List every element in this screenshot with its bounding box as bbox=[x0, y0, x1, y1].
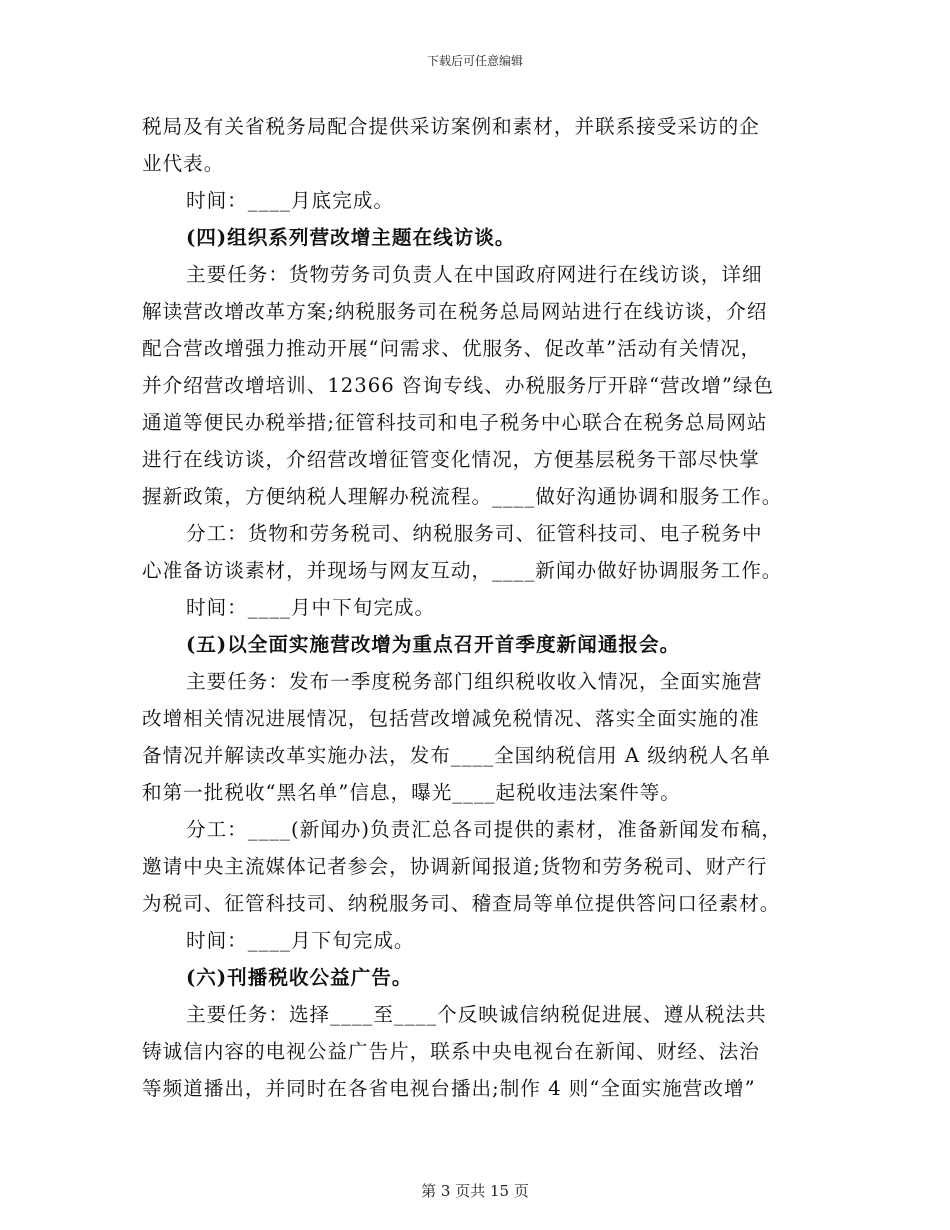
section-heading-6: (六)刊播税收公益广告。 bbox=[186, 966, 413, 989]
paragraph-line: 改增相关情况进展情况，包括营改增减免税情况、落实全面实施的准 bbox=[142, 707, 760, 730]
page-footer: 第 3 页共 15 页 bbox=[421, 1182, 529, 1200]
time-line: 时间：____月底完成。 bbox=[186, 189, 394, 212]
page-header: 下载后可任意编辑 bbox=[426, 54, 523, 68]
paragraph-line: 业代表。 bbox=[142, 152, 225, 175]
paragraph-line: 心准备访谈素材，并现场与网友互动，____新闻办做好协调服务工作。 bbox=[142, 559, 783, 582]
time-line: 时间：____月中下旬完成。 bbox=[186, 596, 436, 619]
paragraph-line: 和第一批税收“黑名单”信息，曝光____起税收违法案件等。 bbox=[142, 781, 681, 804]
paragraph-line: 备情况并解读改革实施办法，发布____全国纳税信用 A 级纳税人名单 bbox=[142, 744, 771, 767]
paragraph-line: 等频道播出，并同时在各省电视台播出;制作 4 则“全面实施营改增” bbox=[142, 1077, 756, 1100]
paragraph-line: 并介绍营改增培训、12366 咨询专线、办税服务厅开辟“营改增”绿色 bbox=[142, 374, 775, 397]
paragraph-line: 铸诚信内容的电视公益广告片，联系中央电视台在新闻、财经、法治 bbox=[142, 1040, 760, 1063]
paragraph-line: 通道等便民办税举措;征管科技司和电子税务中心联合在税务总局网站 bbox=[142, 411, 768, 434]
section-heading-4: (四)组织系列营改增主题在线访谈。 bbox=[186, 226, 516, 249]
paragraph-line: 主要任务：发布一季度税务部门组织税收收入情况，全面实施营 bbox=[186, 670, 763, 693]
paragraph-line: 为税司、征管科技司、纳税服务司、稽查局等单位提供答问口径素材。 bbox=[142, 892, 781, 915]
paragraph-line: 税局及有关省税务局配合提供采访案例和素材，并联系接受采访的企 bbox=[142, 115, 760, 138]
time-line: 时间：____月下旬完成。 bbox=[186, 929, 415, 952]
paragraph-line: 分工：货物和劳务税司、纳税服务司、征管科技司、电子税务中 bbox=[186, 522, 763, 545]
section-heading-5: (五)以全面实施营改增为重点召开首季度新闻通报会。 bbox=[186, 633, 681, 656]
paragraph-line: 邀请中央主流媒体记者参会，协调新闻报道;货物和劳务税司、财产行 bbox=[142, 855, 768, 878]
paragraph-line: 主要任务：货物劳务司负责人在中国政府网进行在线访谈，详细 bbox=[186, 263, 763, 286]
paragraph-line: 分工：____(新闻办)负责汇总各司提供的素材，准备新闻发布稿， bbox=[186, 818, 782, 841]
paragraph-line: 握新政策，方便纳税人理解办税流程。____做好沟通协调和服务工作。 bbox=[142, 485, 783, 508]
paragraph-line: 主要任务：选择____至____个反映诚信纳税促进展、遵从税法共 bbox=[186, 1003, 767, 1026]
paragraph-line: 配合营改增强力推动开展“问需求、优服务、促改革”活动有关情况， bbox=[142, 337, 762, 360]
paragraph-line: 解读营改增改革方案;纳税服务司在税务总局网站进行在线访谈，介绍 bbox=[142, 300, 768, 323]
paragraph-line: 进行在线访谈，介绍营改增征管变化情况，方便基层税务干部尽快掌 bbox=[142, 448, 760, 471]
document-body bbox=[142, 108, 806, 1107]
